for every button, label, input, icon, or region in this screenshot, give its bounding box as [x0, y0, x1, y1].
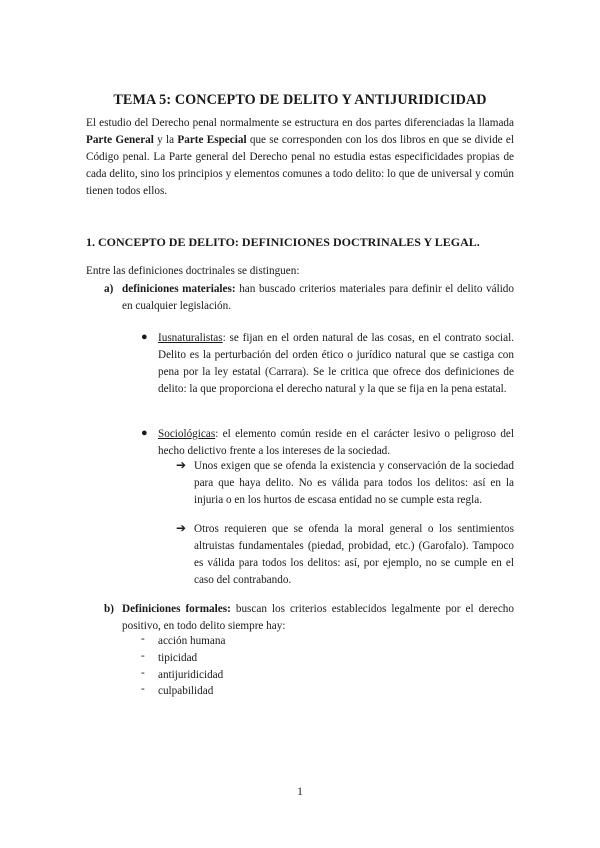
formal-list-item: tipicidad: [158, 652, 198, 664]
formal-list-item: acción humana: [158, 635, 226, 647]
arrow-icon: ➔: [176, 458, 187, 472]
page-title: TEMA 5: CONCEPTO DE DELITO Y ANTIJURIDICIDAD: [113, 92, 487, 108]
lead-text: Entre las definiciones doctrinales se distinguen:: [86, 265, 300, 277]
arrow-item-1: Unos exigen que se ofenda la existencia y conservación de la sociedad para que haya delito. No es válida para todos los delitos: así en la injuria o en los hurtos de escasa entidad no se cumple esta regla.: [194, 460, 514, 506]
dash-marker: -: [141, 650, 145, 662]
bullet-icon: ●: [141, 427, 148, 439]
arrow-icon: ➔: [176, 521, 187, 535]
formal-list-item: culpabilidad: [158, 685, 214, 697]
intro-bold-parte-general: Parte General: [86, 134, 154, 146]
intro-text-2: y la: [153, 134, 178, 146]
dash-marker: -: [141, 667, 145, 679]
intro-paragraph: [86, 115, 514, 200]
intro-bold-parte-especial: Parte Especial: [177, 134, 247, 146]
bullet-iusnaturalistas-term: Iusnaturalistas: [158, 332, 223, 344]
dash-marker: -: [141, 633, 145, 645]
dash-marker: -: [141, 683, 145, 695]
item-a-paragraph: [122, 281, 514, 315]
bullet-sociologicas: [158, 426, 514, 460]
formal-list-item: antijuridicidad: [158, 669, 224, 681]
item-a-bold: definiciones materiales:: [122, 283, 236, 295]
bullet-icon: ●: [141, 331, 148, 343]
bullet-sociologicas-term: Sociológicas: [158, 428, 216, 440]
arrow-item-2: Otros requieren que se ofenda la moral general o los sentimientos altruistas fundamentales (piedad, probidad, etc.) (Garofalo). Tampoco es válida para todos los delitos: así, por ejemplo, no se cumple en el caso del contrabando.: [194, 523, 514, 586]
section-heading: 1. CONCEPTO DE DELITO: DEFINICIONES DOCTRINALES Y LEGAL.: [86, 235, 480, 249]
bullet-sociologicas-text: : el elemento común reside en el carácter lesivo o peligroso del hecho delictivo frente a los intereses de la sociedad.: [158, 428, 514, 457]
item-b-text: buscan los criterios establecidos legalmente por el derecho positivo, en todo delito siempre hay:: [122, 603, 514, 632]
intro-text-3: que se corresponden con los dos libros en que se divide el Código penal. La Parte general del Derecho penal no estudia estas especificidades propias de cada delito, sino los principios y elementos comunes a todo delito: lo que de universal y común tienen todos ellos.: [86, 134, 514, 197]
page-number: 1: [297, 786, 303, 798]
bullet-iusnaturalistas: [158, 330, 514, 398]
item-a-text: han buscado criterios materiales para definir el delito válido en cualquier legislación.: [122, 283, 514, 312]
item-b-label: b): [104, 603, 114, 615]
intro-text-1: El estudio del Derecho penal normalmente se estructura en dos partes diferenciadas la llamada: [86, 117, 514, 129]
item-a-label: a): [104, 283, 114, 295]
bullet-iusnaturalistas-text: : se fijan en el orden natural de las cosas, en el contrato social. Delito es la perturbación del orden ético o jurídico natural que se castiga con pena por la ley estatal (Carrara). Se le critica que ofrece dos definiciones de delito: la que proporciona el derecho natural y la que se fija en la pena estatal.: [158, 332, 514, 395]
item-b-bold: Definiciones formales:: [122, 603, 231, 615]
item-b-paragraph: [122, 601, 514, 635]
